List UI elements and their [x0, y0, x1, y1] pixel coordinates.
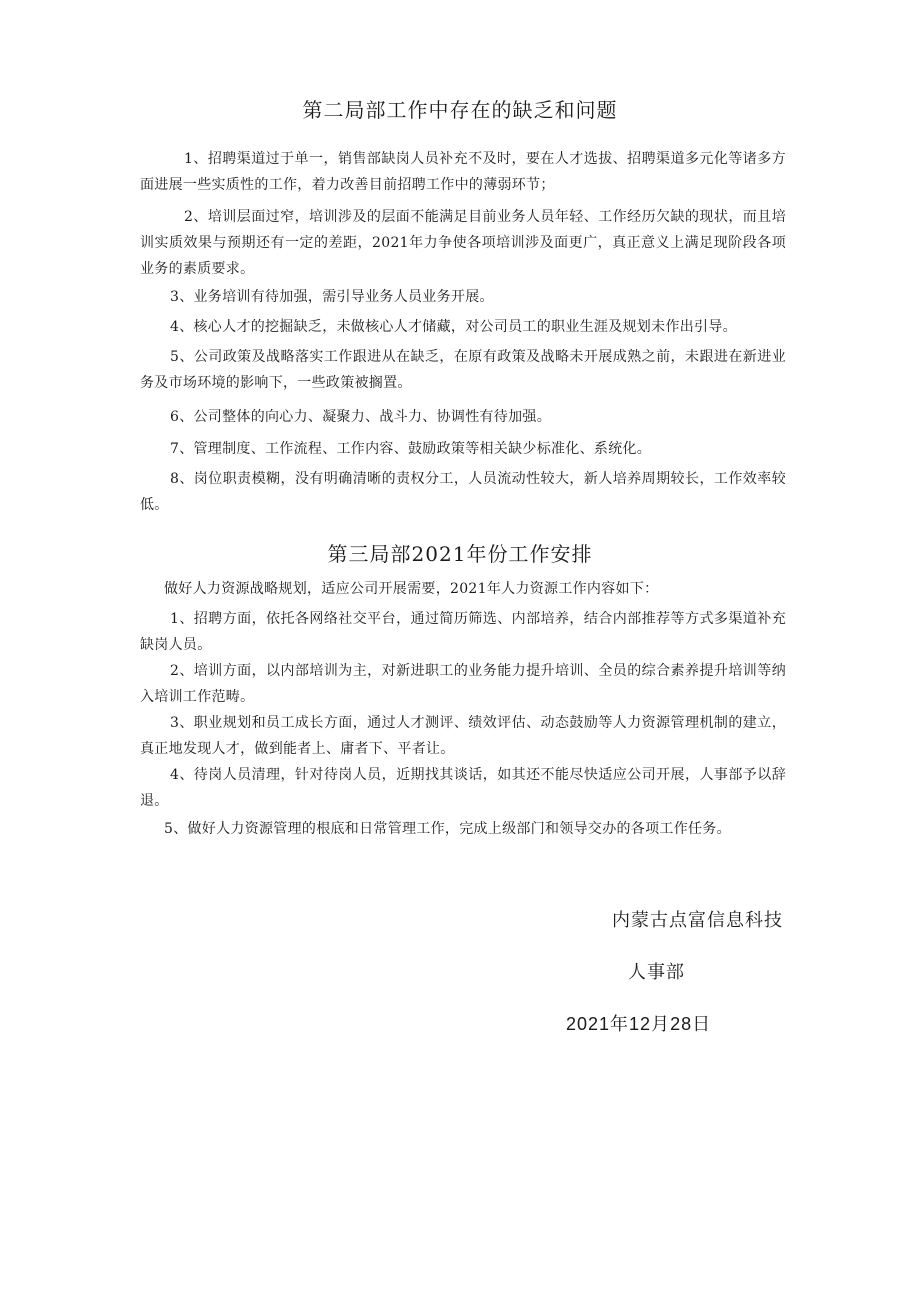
section-2-item-3: 3、业务培训有待加强，需引导业务人员业务开展。	[170, 289, 494, 305]
signature-department: 人事部	[628, 962, 685, 983]
section-3-item-1: 1、招聘方面，依托各网络社交平台，通过简历筛选、内部培养，结合内部推荐等方式多渠道补充缺岗人员。	[140, 611, 786, 653]
section-2-item-5: 5、公司政策及战略落实工作跟进从在缺乏，在原有政策及战略未开展成熟之前，未跟进在新进业务及市场环境的影响下，一些政策被搁置。	[140, 349, 786, 391]
section-2-item-2: 2、培训层面过窄，培训涉及的层面不能满足目前业务人员年轻、工作经历欠缺的现状，而且培训实质效果与预期还有一定的差距，2021年力争使各项培训涉及面更广，真正意义上满足现阶段各项业务的素质要求。	[140, 209, 786, 277]
section-3-intro: 做好人力资源战略规划，适应公司开展需要，2021年人力资源工作内容如下：	[164, 581, 659, 597]
section-2-item-8: 8、岗位职责模糊，没有明确清晰的责权分工，人员流动性较大，新人培养周期较长，工作效率较低。	[140, 471, 786, 513]
section-2-item-7: 7、管理制度、工作流程、工作内容、鼓励政策等相关缺少标准化、系统化。	[170, 441, 652, 457]
section-3-item-5: 5、做好人力资源管理的根底和日常管理工作，完成上级部门和领导交办的各项工作任务。	[164, 821, 731, 837]
section-3-item-3: 3、职业规划和员工成长方面，通过人才测评、绩效评估、动态鼓励等人力资源管理机制的建立，真正地发现人才，做到能者上、庸者下、平者让。	[140, 715, 786, 757]
signature-date: 2021年12月28日	[566, 1014, 712, 1034]
section-3-title: 第三局部2021年份工作安排	[327, 542, 593, 566]
section-2-item-4: 4、核心人才的挖掘缺乏，未做核心人才储藏，对公司员工的职业生涯及规划未作出引导。	[170, 319, 737, 335]
section-2-title: 第二局部工作中存在的缺乏和问题	[302, 98, 618, 122]
section-2-item-6: 6、公司整体的向心力、凝聚力、战斗力、协调性有待加强。	[170, 409, 552, 425]
section-3-item-4: 4、待岗人员清理，针对待岗人员，近期找其谈话，如其还不能尽快适应公司开展，人事部予以辞退。	[140, 767, 786, 809]
section-2-item-1: 1、招聘渠道过于单一，销售部缺岗人员补充不及时，要在人才选拔、招聘渠道多元化等诸多方面进展一些实质性的工作，着力改善目前招聘工作中的薄弱环节；	[140, 151, 786, 193]
section-3-item-2: 2、培训方面，以内部培训为主，对新进职工的业务能力提升培训、全员的综合素养提升培训等纳入培训工作范畴。	[140, 663, 786, 705]
signature-company: 内蒙古点富信息科技	[612, 910, 783, 931]
